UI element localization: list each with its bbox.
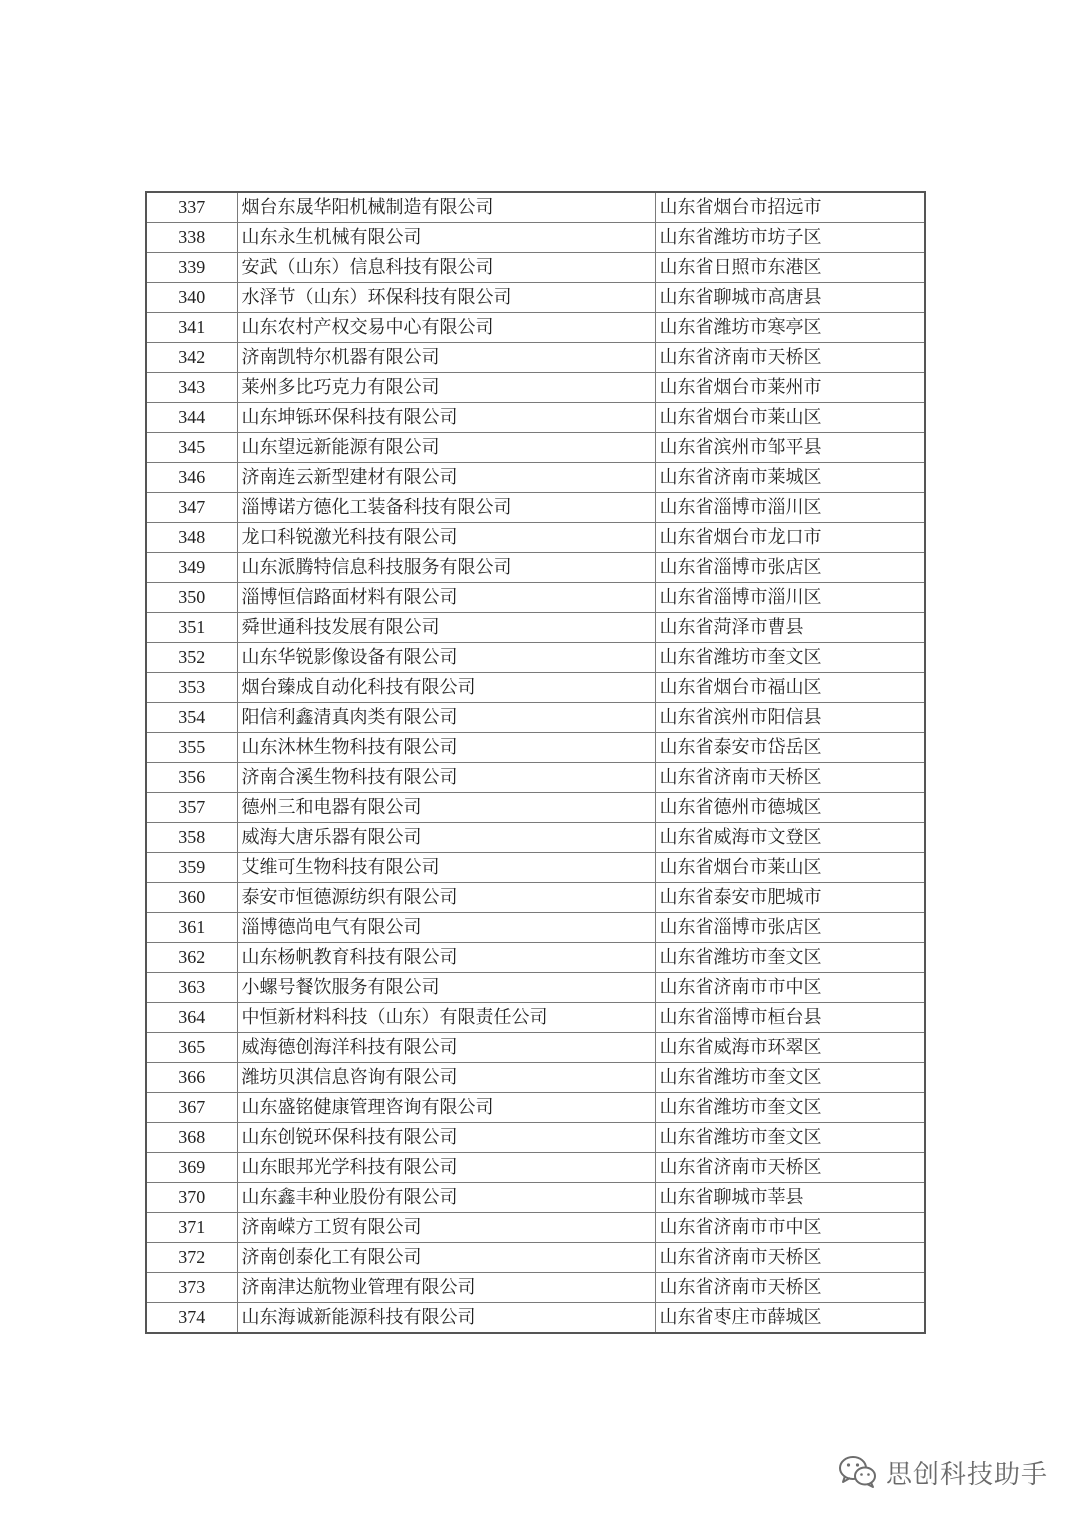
company-name: 山东鑫丰种业股份有限公司 bbox=[237, 1183, 655, 1213]
row-number: 343 bbox=[146, 373, 237, 403]
company-name: 阳信利鑫清真肉类有限公司 bbox=[237, 703, 655, 733]
company-location: 山东省潍坊市奎文区 bbox=[655, 1093, 925, 1123]
watermark-text: 思创科技助手 bbox=[886, 1459, 1049, 1490]
table-row bbox=[146, 1213, 925, 1243]
company-name: 水泽节（山东）环保科技有限公司 bbox=[237, 283, 655, 313]
watermark bbox=[838, 1452, 1048, 1492]
company-location: 山东省济南市天桥区 bbox=[655, 1273, 925, 1303]
row-number: 337 bbox=[146, 192, 237, 223]
table-row bbox=[146, 643, 925, 673]
company-name: 小螺号餐饮服务有限公司 bbox=[237, 973, 655, 1003]
company-name: 舜世通科技发展有限公司 bbox=[237, 613, 655, 643]
company-location: 山东省济南市天桥区 bbox=[655, 343, 925, 373]
row-number: 374 bbox=[146, 1303, 237, 1334]
company-location: 山东省日照市东港区 bbox=[655, 253, 925, 283]
company-location: 山东省淄博市淄川区 bbox=[655, 493, 925, 523]
company-location: 山东省济南市莱城区 bbox=[655, 463, 925, 493]
company-name: 山东海诚新能源科技有限公司 bbox=[237, 1303, 655, 1334]
company-location: 山东省德州市德城区 bbox=[655, 793, 925, 823]
row-number: 367 bbox=[146, 1093, 237, 1123]
row-number: 363 bbox=[146, 973, 237, 1003]
company-list-body bbox=[146, 192, 925, 1333]
company-location: 山东省烟台市龙口市 bbox=[655, 523, 925, 553]
row-number: 369 bbox=[146, 1153, 237, 1183]
company-name: 山东望远新能源有限公司 bbox=[237, 433, 655, 463]
table-row bbox=[146, 823, 925, 853]
company-location: 山东省淄博市淄川区 bbox=[655, 583, 925, 613]
company-name: 济南嵘方工贸有限公司 bbox=[237, 1213, 655, 1243]
company-name: 山东农村产权交易中心有限公司 bbox=[237, 313, 655, 343]
company-name: 莱州多比巧克力有限公司 bbox=[237, 373, 655, 403]
row-number: 353 bbox=[146, 673, 237, 703]
company-location: 山东省潍坊市奎文区 bbox=[655, 943, 925, 973]
table-row bbox=[146, 913, 925, 943]
table-row bbox=[146, 223, 925, 253]
table-row bbox=[146, 583, 925, 613]
company-location: 山东省潍坊市寒亭区 bbox=[655, 313, 925, 343]
company-name: 济南凯特尔机器有限公司 bbox=[237, 343, 655, 373]
company-location: 山东省济南市天桥区 bbox=[655, 1153, 925, 1183]
row-number: 359 bbox=[146, 853, 237, 883]
row-number: 354 bbox=[146, 703, 237, 733]
company-name: 泰安市恒德源纺织有限公司 bbox=[237, 883, 655, 913]
row-number: 347 bbox=[146, 493, 237, 523]
table-row bbox=[146, 1093, 925, 1123]
company-location: 山东省潍坊市坊子区 bbox=[655, 223, 925, 253]
company-name: 德州三和电器有限公司 bbox=[237, 793, 655, 823]
table-row bbox=[146, 1243, 925, 1273]
row-number: 368 bbox=[146, 1123, 237, 1153]
company-location: 山东省淄博市张店区 bbox=[655, 913, 925, 943]
company-name: 潍坊贝淇信息咨询有限公司 bbox=[237, 1063, 655, 1093]
row-number: 366 bbox=[146, 1063, 237, 1093]
company-location: 山东省烟台市福山区 bbox=[655, 673, 925, 703]
table-row bbox=[146, 943, 925, 973]
company-name: 威海德创海洋科技有限公司 bbox=[237, 1033, 655, 1063]
row-number: 362 bbox=[146, 943, 237, 973]
company-location: 山东省济南市市中区 bbox=[655, 973, 925, 1003]
table-row bbox=[146, 403, 925, 433]
company-list-table bbox=[145, 191, 926, 1334]
table-row bbox=[146, 1033, 925, 1063]
company-location: 山东省威海市文登区 bbox=[655, 823, 925, 853]
company-name: 淄博诺方德化工装备科技有限公司 bbox=[237, 493, 655, 523]
company-location: 山东省聊城市莘县 bbox=[655, 1183, 925, 1213]
row-number: 339 bbox=[146, 253, 237, 283]
row-number: 361 bbox=[146, 913, 237, 943]
company-name: 山东华锐影像设备有限公司 bbox=[237, 643, 655, 673]
company-location: 山东省烟台市莱州市 bbox=[655, 373, 925, 403]
row-number: 352 bbox=[146, 643, 237, 673]
company-location: 山东省泰安市岱岳区 bbox=[655, 733, 925, 763]
row-number: 342 bbox=[146, 343, 237, 373]
company-name: 山东沐林生物科技有限公司 bbox=[237, 733, 655, 763]
row-number: 357 bbox=[146, 793, 237, 823]
table-row bbox=[146, 613, 925, 643]
table-row bbox=[146, 343, 925, 373]
table-row bbox=[146, 313, 925, 343]
company-name: 艾维可生物科技有限公司 bbox=[237, 853, 655, 883]
table-row bbox=[146, 493, 925, 523]
company-name: 济南合溪生物科技有限公司 bbox=[237, 763, 655, 793]
company-location: 山东省烟台市招远市 bbox=[655, 192, 925, 223]
company-location: 山东省淄博市张店区 bbox=[655, 553, 925, 583]
company-location: 山东省威海市环翠区 bbox=[655, 1033, 925, 1063]
company-location: 山东省济南市天桥区 bbox=[655, 763, 925, 793]
table-row bbox=[146, 1063, 925, 1093]
company-name: 烟台臻成自动化科技有限公司 bbox=[237, 673, 655, 703]
row-number: 371 bbox=[146, 1213, 237, 1243]
company-name: 山东杨帆教育科技有限公司 bbox=[237, 943, 655, 973]
row-number: 365 bbox=[146, 1033, 237, 1063]
company-location: 山东省聊城市高唐县 bbox=[655, 283, 925, 313]
table-row bbox=[146, 283, 925, 313]
row-number: 364 bbox=[146, 1003, 237, 1033]
company-location: 山东省潍坊市奎文区 bbox=[655, 1063, 925, 1093]
table-row bbox=[146, 883, 925, 913]
wechat-icon bbox=[838, 1454, 878, 1490]
row-number: 350 bbox=[146, 583, 237, 613]
company-name: 山东创锐环保科技有限公司 bbox=[237, 1123, 655, 1153]
table-row bbox=[146, 1273, 925, 1303]
table-row bbox=[146, 763, 925, 793]
company-name: 淄博德尚电气有限公司 bbox=[237, 913, 655, 943]
row-number: 358 bbox=[146, 823, 237, 853]
company-name: 烟台东晟华阳机械制造有限公司 bbox=[237, 192, 655, 223]
table-row bbox=[146, 373, 925, 403]
company-name: 淄博恒信路面材料有限公司 bbox=[237, 583, 655, 613]
table-row bbox=[146, 1153, 925, 1183]
row-number: 338 bbox=[146, 223, 237, 253]
company-name: 济南创泰化工有限公司 bbox=[237, 1243, 655, 1273]
row-number: 348 bbox=[146, 523, 237, 553]
row-number: 345 bbox=[146, 433, 237, 463]
company-name: 威海大唐乐器有限公司 bbox=[237, 823, 655, 853]
company-location: 山东省烟台市莱山区 bbox=[655, 853, 925, 883]
company-location: 山东省枣庄市薛城区 bbox=[655, 1303, 925, 1334]
company-name: 中恒新材料科技（山东）有限责任公司 bbox=[237, 1003, 655, 1033]
table-row bbox=[146, 733, 925, 763]
company-location: 山东省淄博市桓台县 bbox=[655, 1003, 925, 1033]
company-name: 山东坤铄环保科技有限公司 bbox=[237, 403, 655, 433]
table-row bbox=[146, 973, 925, 1003]
company-name: 济南连云新型建材有限公司 bbox=[237, 463, 655, 493]
table-row bbox=[146, 463, 925, 493]
company-location: 山东省潍坊市奎文区 bbox=[655, 643, 925, 673]
row-number: 346 bbox=[146, 463, 237, 493]
row-number: 356 bbox=[146, 763, 237, 793]
table-row bbox=[146, 1123, 925, 1153]
row-number: 351 bbox=[146, 613, 237, 643]
table-row bbox=[146, 553, 925, 583]
row-number: 373 bbox=[146, 1273, 237, 1303]
company-name: 山东眼邦光学科技有限公司 bbox=[237, 1153, 655, 1183]
row-number: 340 bbox=[146, 283, 237, 313]
company-name: 安武（山东）信息科技有限公司 bbox=[237, 253, 655, 283]
company-location: 山东省滨州市阳信县 bbox=[655, 703, 925, 733]
table-row bbox=[146, 433, 925, 463]
company-name: 山东永生机械有限公司 bbox=[237, 223, 655, 253]
table-row bbox=[146, 673, 925, 703]
row-number: 341 bbox=[146, 313, 237, 343]
table-row bbox=[146, 253, 925, 283]
row-number: 372 bbox=[146, 1243, 237, 1273]
company-name: 山东派腾特信息科技服务有限公司 bbox=[237, 553, 655, 583]
company-location: 山东省泰安市肥城市 bbox=[655, 883, 925, 913]
row-number: 360 bbox=[146, 883, 237, 913]
company-location: 山东省济南市天桥区 bbox=[655, 1243, 925, 1273]
table-row bbox=[146, 1303, 925, 1334]
table-row bbox=[146, 703, 925, 733]
row-number: 344 bbox=[146, 403, 237, 433]
company-location: 山东省菏泽市曹县 bbox=[655, 613, 925, 643]
table-row bbox=[146, 1183, 925, 1213]
company-name: 山东盛铭健康管理咨询有限公司 bbox=[237, 1093, 655, 1123]
company-name: 济南津达航物业管理有限公司 bbox=[237, 1273, 655, 1303]
table-row bbox=[146, 793, 925, 823]
table-row bbox=[146, 1003, 925, 1033]
row-number: 355 bbox=[146, 733, 237, 763]
table-row bbox=[146, 853, 925, 883]
company-location: 山东省滨州市邹平县 bbox=[655, 433, 925, 463]
company-location: 山东省潍坊市奎文区 bbox=[655, 1123, 925, 1153]
table-row bbox=[146, 523, 925, 553]
row-number: 370 bbox=[146, 1183, 237, 1213]
company-location: 山东省烟台市莱山区 bbox=[655, 403, 925, 433]
row-number: 349 bbox=[146, 553, 237, 583]
company-name: 龙口科锐激光科技有限公司 bbox=[237, 523, 655, 553]
company-location: 山东省济南市市中区 bbox=[655, 1213, 925, 1243]
table-row bbox=[146, 192, 925, 223]
